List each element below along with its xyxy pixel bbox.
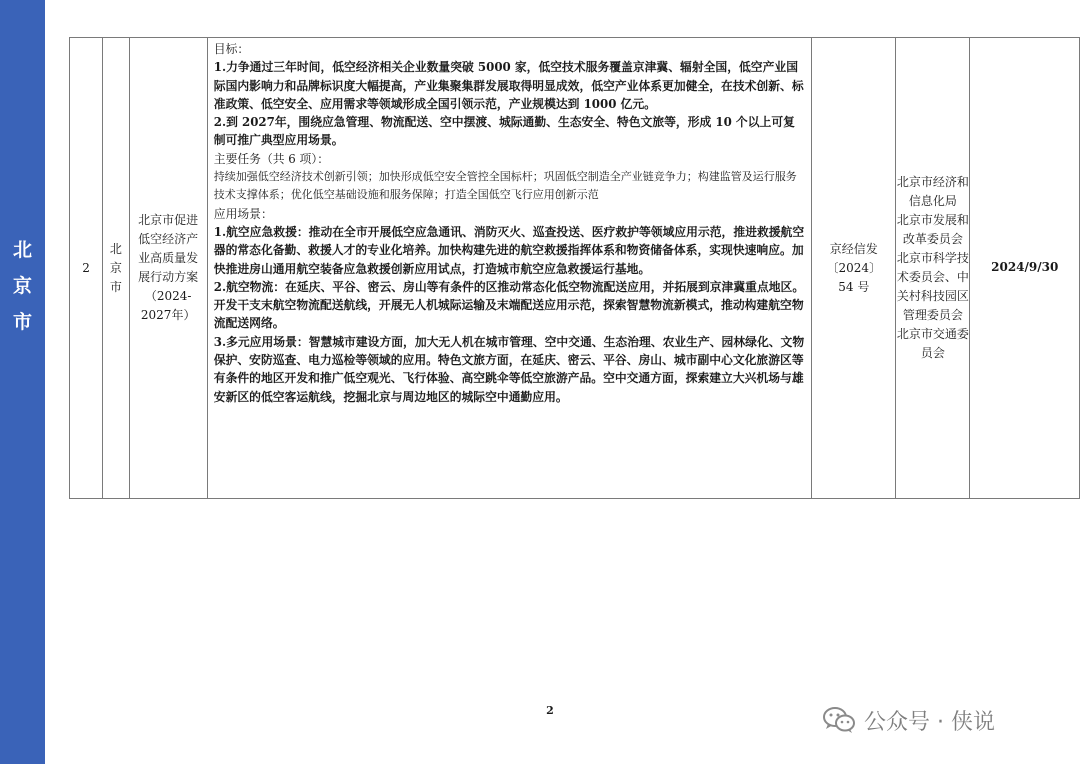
department-name: 北京市科学技术委员会、中关村科技园区管理委员会 [896,251,969,322]
watermark [822,704,995,736]
department-name: 北京市发展和改革委员会 [896,213,969,246]
table-row [70,38,1080,499]
department-name: 北京市经济和信息化局 [896,175,969,208]
doc-number-line: 京经信发 [829,241,878,256]
content-heading-goals: 目标： [213,42,250,56]
side-char: 京 [12,275,32,297]
content-heading-tasks: 主要任务（共 6 项）： [213,151,330,166]
doc-number-line: 〔2024〕 [826,260,882,275]
content-heading-scenarios: 应用场景： [213,206,273,221]
policy-title-cell [129,38,207,499]
issuing-departments-cell [896,38,970,499]
watermark-text: 公众号 · 侠说 [864,709,995,735]
region-side-band [0,0,45,764]
content-goal-1: 1.力争通过三年时间，低空经济相关企业数量突破 5000 家，低空技术服务覆盖京津冀、辐射全国，低空产业国际国内影响力和品牌标识度大幅提高，产业集聚集群发展取得明显成效，低空产业体系更加健全，在技术创新、标准政策、低空安全、应用需求等领域形成全国引领示范，产业规模达到 1000 亿元。 [213,60,804,111]
issue-date-cell [970,38,1080,499]
content-scenario-2: 2.航空物流：在延庆、平谷、密云、房山等有条件的区推动常态化低空物流配送应用，并拓展到京津冀重点地区。开发干支末航空物流配送航线，开展无人机城际运输及末端配送应用示范，探索智慧物流新模式，推动构建航空物流配送网络。 [213,279,805,331]
content-goal-2: 2.到 2027年，围绕应急管理、物流配送、空中摆渡、城际通勤、生态安全、特色文旅等，形成 10 个以上可复制可推广典型应用场景。 [213,115,795,148]
region-char: 市 [109,279,122,294]
doc-number-line: 54 号 [838,279,870,294]
region-side-label [0,232,45,340]
region-char: 京 [109,260,122,275]
policy-table [69,37,1080,499]
policy-title: 北京市促进低空经济产业高质量发展行动方案（2024-2027年） [138,213,199,322]
side-char: 市 [12,311,32,333]
policy-content [214,40,806,406]
region-char: 北 [109,241,122,256]
page-number: 2 [546,704,554,717]
row-number: 2 [82,261,90,275]
region-cell [103,38,130,499]
side-char: 北 [12,239,32,261]
wechat-icon [822,705,856,735]
department-name: 北京市交通委员会 [896,327,969,360]
issue-date: 2024/9/30 [991,260,1059,274]
content-tasks: 持续加强低空经济技术创新引领；加快形成低空安全管控全国标杆；巩固低空制造全产业链竞争力；构建监管及运行服务技术支撑体系；优化低空基础设施和服务保障；打造全国低空飞行应用创新示范 [213,170,797,202]
document-number-cell [812,38,896,499]
row-number-cell [70,38,103,499]
content-scenario-3: 3.多元应用场景：智慧城市建设方面，加大无人机在城市管理、空中交通、生态治理、农业生产、园林绿化、文物保护、安防巡查、电力巡检等领域的应用。特色文旅方面，在延庆、密云、平谷、房山、城市副中心文化旅游区等有条件的地区开发和推广低空观光、飞行体验、高空跳伞等低空旅游产品。空中交通方面，探索建立大兴机场与雄安新区的低空客运航线，挖掘北京与周边地区的城际空中通勤应用。 [213,334,805,404]
policy-content-cell [207,38,812,499]
content-scenario-1: 1.航空应急救援：推动在全市开展低空应急通讯、消防灭火、巡查投送、医疗救护等领域应用示范，推进救援航空器的常态化备勤、救援人才的专业化培养。加快构建先进的航空救援指挥体系和物资储备体系，实现快速响应。加快推进房山通用航空装备应急救援创新应用试点，打造城市航空应急救援运行基地。 [213,224,805,276]
